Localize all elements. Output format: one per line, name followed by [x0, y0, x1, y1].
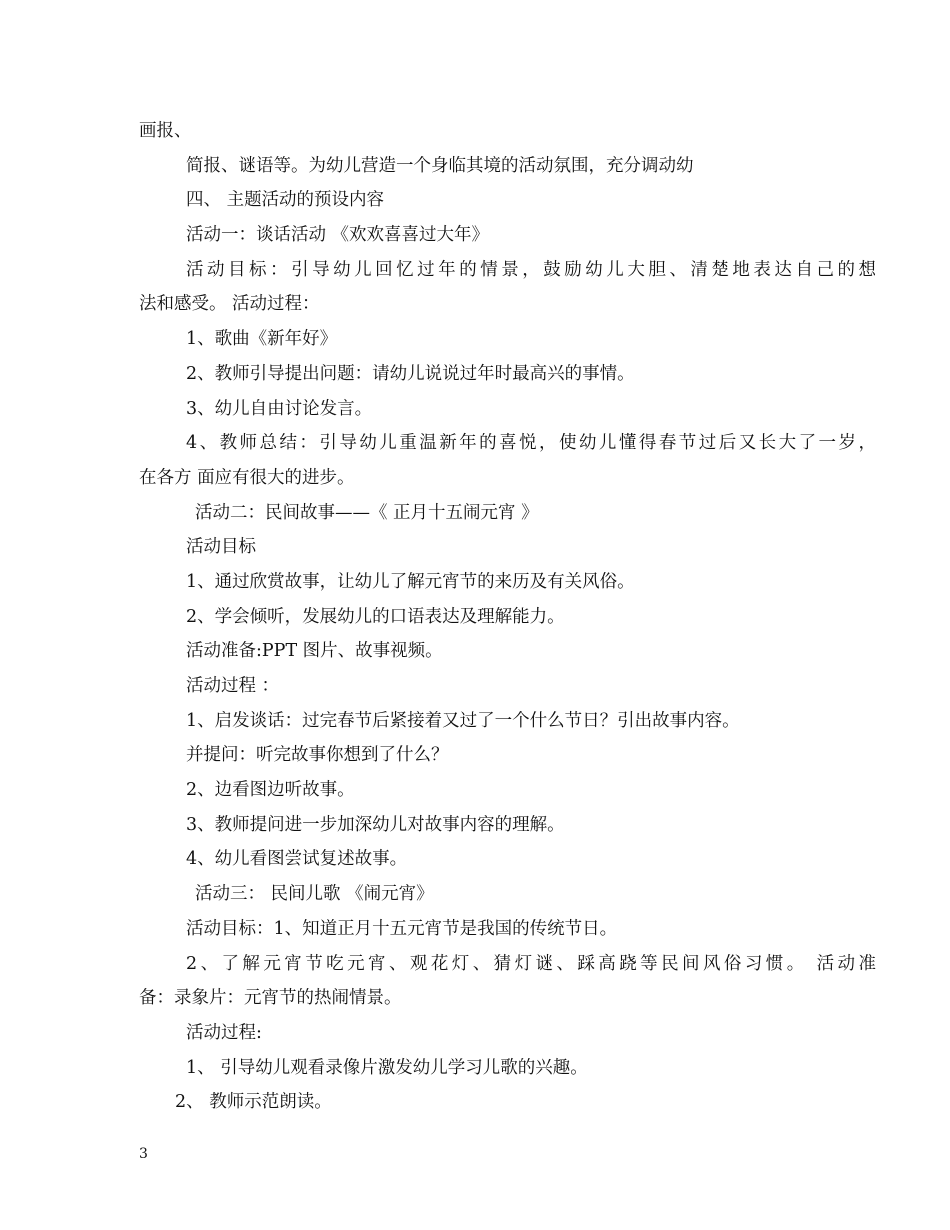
list-item: 1、启发谈话：过完春节后紧接着又过了一个什么节日？引出故事内容。	[186, 710, 740, 731]
list-item: 2、 教师示范朗读。	[175, 1092, 332, 1113]
text-line: 活动目标：1、知道正月十五元宵节是我国的传统节日。	[186, 918, 618, 939]
text-line: 活动准备:PPT 图片、故事视频。	[186, 641, 443, 662]
document-body	[139, 114, 876, 1120]
text-line: 画报、	[139, 121, 192, 141]
section-heading: 四、 主题活动的预设内容	[186, 190, 385, 211]
list-item: 1、 引导幼儿观看录像片激发幼儿学习儿歌的兴趣。	[186, 1057, 588, 1078]
text-line: 活动目标：引导幼儿回忆过年的情景，鼓励幼儿大胆、清楚地表达自己的想	[186, 259, 876, 280]
text-line: 活动过程 ：	[186, 676, 280, 696]
list-item: 2、了解元宵节吃元宵、观花灯、猜灯谜、踩高跷等民间风俗习惯。 活动准	[186, 953, 876, 974]
list-item: 1、通过欣赏故事，让幼儿了解元宵节的来历及有关风俗。	[186, 571, 635, 592]
text-line: 并提问：听完故事你想到了什么？	[186, 745, 449, 766]
text-line: 在各方 面应有很大的进步。	[139, 467, 355, 488]
text-line: 简报、谜语等。为幼儿营造一个身临其境的活动氛围，充分调动幼	[186, 155, 694, 176]
activity-title: 活动二：民间故事——《 正月十五闹元宵 》	[195, 502, 539, 523]
list-item: 2、学会倾听，发展幼儿的口语表达及理解能力。	[186, 606, 565, 627]
activity-title: 活动一：谈话活动 《欢欢喜喜过大年》	[186, 225, 490, 246]
text-line: 活动过程:	[186, 1022, 262, 1043]
text-line: 备：录象片：元宵节的热闹情景。	[139, 988, 402, 1009]
list-item: 3、幼儿自由讨论发言。	[186, 398, 373, 419]
list-item: 2、边看图边听故事。	[186, 780, 355, 801]
text-line: 法和感受。 活动过程：	[139, 294, 320, 315]
list-item: 1、歌曲《新年好》	[186, 329, 338, 350]
page-number: 3	[139, 1146, 148, 1162]
activity-title: 活动三： 民间儿歌 《闹元宵》	[195, 884, 434, 905]
list-item: 3、教师提问进一步加深幼儿对故事内容的理解。	[186, 814, 565, 835]
list-item: 2、教师引导提出问题：请幼儿说说过年时最高兴的事情。	[186, 363, 635, 384]
list-item: 4、教师总结：引导幼儿重温新年的喜悦，使幼儿懂得春节过后又长大了一岁，	[186, 433, 876, 454]
text-line: 活动目标	[186, 537, 256, 558]
list-item: 4、幼儿看图尝试复述故事。	[186, 849, 408, 870]
